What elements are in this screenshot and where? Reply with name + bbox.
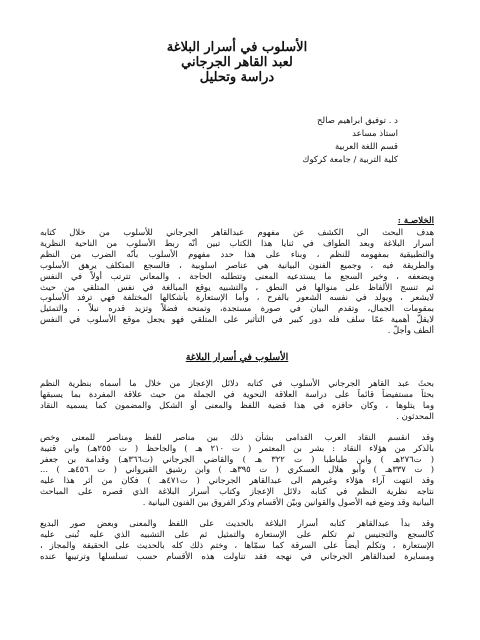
author-rank: استاذ مساعد [352,129,398,139]
body-line: ( ت٢٧٦هـ ) وابن طباطبا ( ت ٣٢٢ هـ ) والقاضي الجرجاني (ت٣٦٦هـ) وقدامة بن جعفر [40,453,434,464]
author-department: قسم اللغة العربية [334,142,398,152]
body-line: الإستعارة ، وتكلم أيضاً على السرقة كما سمّاها ، وختم ذلك كله بالحديث على الحقيقة والمجاز ، [40,539,434,550]
abstract-line: ثم تنسج الألفاظ على منوالها في النطق ، والتشبيه يوقع المبالغة في نفس المتلقي من حيث [40,281,434,292]
body-line: وقد بدأ عبدالقاهر كتابه أسرار البلاغة بالحديث على اللفظ والمعنى وبعض صور البديع [40,518,434,529]
abstract-heading: الخلاصـة : [397,216,434,226]
abstract-line: بمقومات الجمال، وتقدم البيان في صورة مستجدة، وتمنحه فضلاً وتزيد قدره نبلاً ، والتمثيل [40,303,434,314]
author-institution: كلية التربية / جامعة كركوك [302,155,398,165]
paragraph-gap [40,508,434,518]
abstract-line: هدف البحث الى الكشف عن مفهوم عبدالقاهر الجرجاني للأسلوب من خلال كتابه [40,227,434,237]
title-line-1: الأسلوب في أسرار البلاغة [166,40,308,55]
author-block [40,115,398,167]
author-name: د . توفيق ابراهيم صالح [316,116,398,126]
body-line: كالسجع والتجنيس ثم تكلم على الإستعارة والتمثيل ثم على التشبيه الذي عليه تُبنى عليه [40,528,434,539]
section-heading: الأسلوب في أسرار البلاغة [185,352,289,364]
body-line: المحدثون . [396,410,434,421]
body-line: وما يتلوها ، وكان حافزه في هذا قضية اللفظ والمعنى أو الشكل والمضمون كما يسميه النقاد [40,399,434,410]
abstract-line: لايقلّ أهمية عمّا سلف فله دور كبير في التأثير على المتلقي فهو يجعل موقع الأسلوب في النفس [40,314,434,325]
body-line: ( ت ٣٣٧هـ ) وأبو هلال العسكري ( ت ٣٩٥هـ ) وابن رشيق القيرواني ( ت ٤٥٦هـ ) ... [40,464,434,475]
body-line: بحثَ عبد القاهر الجرجاني الأسلوب في كتابه دلائل الإعجاز من خلال ما أسماه بنظرية النظم [40,378,434,389]
abstract-paragraph [40,227,434,336]
body-paragraph-3 [40,518,434,562]
title-line-3: دراسة وتحليل [199,70,275,85]
body-line: بالذكر من هؤلاء النقاد : بشر بن المعتمر ( ت ٢١٠ هـ ) والجاحظ ( ت ٢٥٥هـ) وابن قتيبة [40,442,434,453]
title-line-2: لعبد القاهر الجرجاني [181,55,293,70]
body-line: وقد انتهت آراء هؤلاء وغيرهم الى عبدالقاهر الجرجاني ( ت٤٧١هـ ) فكان من أثر هذا عليه [40,475,434,486]
abstract-line: لايشعر ، ويولد في نفسه الشعور بالفرح ، وأما الإستعارة بأشكالها المختلفة فهي ترفد الأسلوب [40,292,434,303]
body-line: وقد انقسم النقاد العرب القدامى بشأن ذلك بين مناصر للفظ ومناصر للمعنى وخص [40,431,434,442]
body-paragraph-2 [40,432,434,508]
body-line: بحثاً مستفيضاً قائماً على دراسة العلاقة النحوية في الجملة من حيث علاقة المفردة بما يسبقها [40,388,434,399]
abstract-line: والتطبيقية بمفهومه للنظم ، وبناء على هذا حدد مفهوم الأسلوب بأنّه الضرب من النظم [40,248,434,259]
abstract-line: والطريقة فيه ، وجميع الفنون البيانية هي عناصر اسلوبية ، فالسجع المتكلف يرهق الأسلوب [40,259,434,270]
body-line: ومسايرة لعبدالقاهر الجرجاني في نهجه فقد تناولت هذه الأقسام حسب تسلسلها وترتيبها عنده [40,550,434,561]
abstract-line: ألطف وأجلّ . [387,325,434,336]
body-paragraph-1 [40,378,434,422]
body-line: نتاجه نظرية النظم في كتابه دلائل الإعجاز وكتاب أسرار البلاغة الذي قصره على المباحث [40,486,434,497]
title-block [40,0,434,85]
paragraph-gap [40,422,434,432]
abstract-line: ويضعفه ، وخير السجع ما يستدعيه المعنى وتتطلبه الحاجة ، والمعاني تترتب أولاً في النفس [40,270,434,281]
body-line: البيانية وقد وضع فيه الأصول والقوانين وبيّن الأقسام وذكر الفروق بين الفنون البيانية . [142,497,434,508]
abstract-line: أسرار البلاغة وبعد الطواف في ثنايا هذا الكتاب تبين أنّه ربط الأسلوب من الناحية النظرية [40,237,434,248]
